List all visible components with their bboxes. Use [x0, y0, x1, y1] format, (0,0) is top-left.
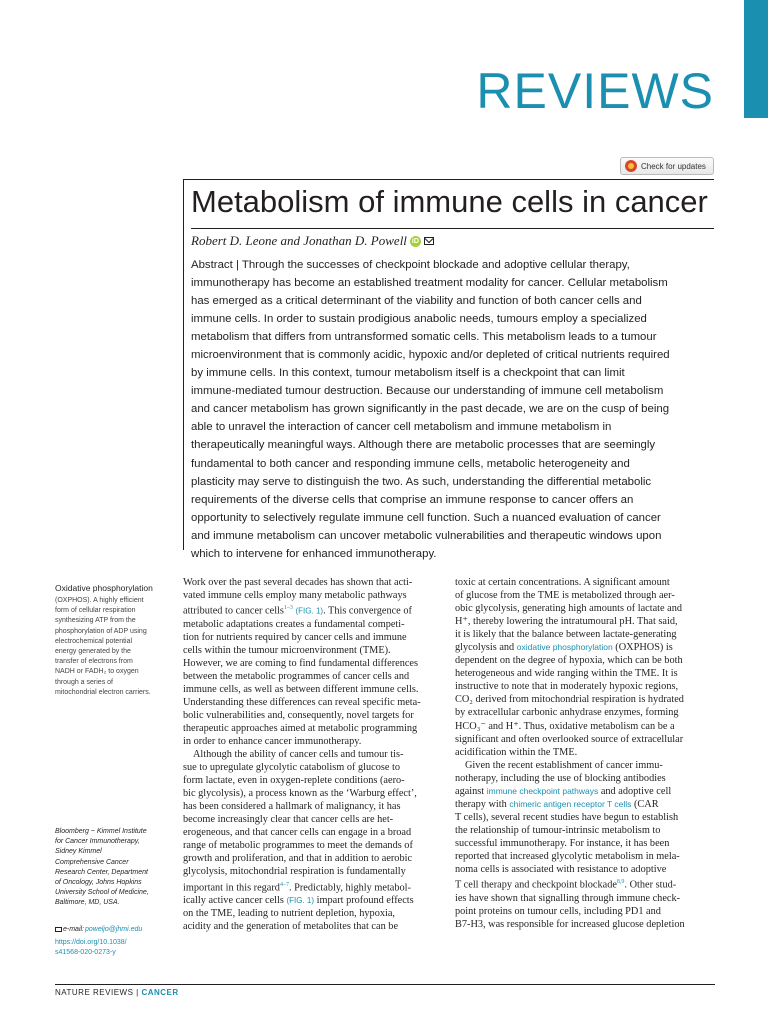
body-line: heterogeneous and wide ranging within the TME. It is: [455, 668, 678, 680]
affiliation-line: of Oncology, Johns Hopkins: [55, 879, 142, 887]
affiliation-line: Comprehensive Cancer: [55, 858, 129, 866]
body-line: notherapy, including the use of blocking antibodies: [455, 772, 666, 784]
orcid-icon[interactable]: iD: [411, 237, 419, 245]
affiliation-line: University School of Medicine,: [55, 889, 149, 897]
body-line: [455, 876, 715, 891]
body-line: B7-H3, was responsible for increased glucose depletion: [455, 918, 685, 930]
journal-section: CANCER: [141, 988, 179, 997]
body-line: it is likely that the balance between lactate-generating: [455, 629, 677, 641]
body-line: vated immune cells employ many metabolic pathways: [183, 590, 407, 602]
body-line: [183, 602, 443, 617]
article-title: Metabolism of immune cells in cancer: [191, 184, 708, 219]
body-line: acidity and the generation of metabolites that can be: [183, 921, 399, 933]
text: and adoptive cell: [598, 785, 672, 797]
figure-link[interactable]: (FIG. 1): [286, 895, 315, 905]
body-line: acidification within the TME.: [455, 746, 578, 758]
body-line: significant and often overlooked source of extracellular: [455, 733, 684, 745]
body-line: However, we are coming to find fundamental differences: [183, 657, 418, 669]
abstract-line: microenvironment that is commonly acidic, hypoxic and/or depleted of critical nutrients required: [191, 349, 670, 362]
body-line: ies have shown that signalling through immune check-: [455, 892, 681, 904]
abstract-line: immune-mediated tumour destruction. Because our understanding of immune cell metabolism: [191, 385, 664, 398]
glossary-link[interactable]: chimeric antigen receptor T cells: [509, 798, 632, 809]
glossary-line: NADH or FADH₂ to oxygen: [55, 668, 139, 676]
glossary-line: electrochemical potential: [55, 637, 133, 645]
body-line: point proteins on tumour cells, including PD1 and: [455, 905, 661, 917]
body-line: [455, 641, 715, 654]
text: against: [455, 785, 487, 797]
body-line: become increasingly clear that cancer cells are het-: [183, 814, 394, 826]
glossary-link[interactable]: immune checkpoint pathways: [486, 785, 599, 796]
glossary-link[interactable]: oxidative phosphorylation: [516, 642, 613, 653]
abstract-line: immune cells. In order to sustain prodigious anabolic needs, tumours employ a specialized: [191, 313, 647, 326]
affiliation-line: Baltimore, MD, USA.: [55, 899, 120, 907]
body-line: Although the ability of cancer cells and tumour tis-: [193, 749, 404, 761]
body-line: [455, 798, 715, 811]
body-line: toxic at certain concentrations. A significant amount: [455, 577, 670, 588]
body-line: range of metabolic programmes to meet the demands of: [183, 840, 413, 852]
journal-name: NATURE REVIEWS |: [55, 988, 142, 997]
check-for-updates-button[interactable]: [620, 157, 714, 175]
body-line: on the TME, leading to nutrient depletion, hypoxia,: [183, 908, 396, 920]
text: ically active cancer cells: [183, 894, 287, 906]
body-line: reported that increased glycolytic metabolism in mela-: [455, 850, 680, 862]
email-link[interactable]: poweljo@jhmi.edu: [85, 926, 143, 933]
body-line: form lactate, even in oxygen-replete conditions (aero-: [183, 775, 405, 787]
abstract-line: therapeutically meaningful ways. Although there are metabolic processes that are seemingly: [191, 439, 656, 452]
section-color-bar: [744, 0, 768, 118]
body-line: H⁺, thereby lowering the intratumoural pH. That said,: [455, 616, 678, 628]
body-line: CO₂ derived from mitochondrial respiration is hydrated: [455, 694, 684, 706]
glossary-term: Oxidative phosphorylation: [55, 583, 153, 593]
mail-icon[interactable]: [424, 237, 434, 245]
glossary-note: [55, 583, 175, 698]
glossary-line: mitochondrial electron carriers.: [55, 688, 151, 696]
title-top-rule: [183, 179, 714, 180]
doi-link[interactable]: [55, 938, 127, 958]
body-line: T cells), several recent studies have begun to establish: [455, 811, 679, 823]
text: (OXPHOS) is: [612, 642, 673, 654]
abstract-line: by immune cells. In this context, tumour metabolism itself is a checkpoint that can limit: [191, 367, 625, 380]
body-line: in order to enhance cancer immunotherapy.: [183, 735, 362, 747]
body-line: by extracellular carbonic anhydrase enzymes, forming: [455, 707, 679, 719]
abstract-line: fundamental to both cancer and responding immune cells, metabolic heterogeneity and: [191, 457, 630, 470]
text: . Other stud-: [624, 879, 677, 891]
body-line: between the metabolic programmes of cancer cells and: [183, 670, 410, 682]
abstract-line: immunotherapy has become an established treatment modality for cancer. Cellular metabolism: [191, 277, 668, 290]
body-line: cells within the tumour microenvironment (TME).: [183, 644, 391, 656]
body-line: dependent on the degree of hypoxia, which can be both: [455, 655, 683, 667]
text: impart profound effects: [314, 894, 414, 906]
check-for-updates-label: Check for updates: [641, 161, 706, 171]
text: attributed to cancer cells: [183, 605, 284, 617]
citation-link[interactable]: 1–3: [283, 605, 293, 612]
affiliation-line: for Cancer Immunotherapy,: [55, 838, 140, 846]
body-line: tion for nutrients required by cancer cells and immune: [183, 631, 407, 643]
text: . Predictably, highly metabol-: [288, 881, 411, 893]
body-line: has been considered a hallmark of malignancy, it has: [183, 801, 401, 813]
abstract-line: and immune metabolism can uncover metabolic vulnerabilities and therapeutic windows upon: [191, 529, 662, 542]
body-line: noma cells is associated with resistance to adoptive: [455, 864, 667, 876]
abstract-left-rule: [183, 179, 184, 550]
text: therapy with: [455, 798, 510, 810]
doi-line: s41568-020-0273-y: [55, 949, 116, 957]
envelope-icon: [55, 927, 62, 932]
body-line: the relationship of tumour-intrinsic metabolism to: [455, 824, 661, 836]
abstract-line: opportunity to selectively regulate immune cell function. Such a nuanced evaluation of cancer: [191, 511, 661, 524]
body-line: bolic vulnerabilities and, consequently, novel targets for: [183, 709, 414, 721]
body-line: [455, 785, 715, 798]
authors: Robert D. Leone and Jonathan D. Powell: [191, 233, 407, 248]
affiliation-line: Research Center, Department: [55, 868, 148, 876]
abstract-line: has emerged as a critical determinant of the viability and function of both cancer cells and: [191, 295, 642, 308]
affiliation-line: Sidney Kimmel: [55, 848, 102, 856]
affiliation: [55, 827, 179, 909]
abstract-line: able to unravel the interaction of cancer cell metabolism and immune metabolism in: [191, 421, 612, 434]
text: (CAR: [631, 798, 659, 810]
text: important in this regard: [183, 881, 280, 893]
figure-link[interactable]: (FIG. 1): [295, 606, 324, 616]
glossary-line: through a series of: [55, 678, 113, 686]
body-line: [183, 879, 443, 894]
crossmark-icon: [625, 160, 637, 172]
text: . This convergence of: [323, 605, 412, 617]
title-bottom-rule: [191, 228, 714, 229]
body-line: HCO₃⁻ and H⁺. Thus, oxidative metabolism can be a: [455, 720, 675, 732]
body-line: Understanding these differences can reveal specific meta-: [183, 696, 421, 708]
footer-rule: [55, 984, 715, 985]
abstract-line: requirements of the diverse cells that comprise an immune response to cancer offers an: [191, 493, 634, 506]
body-line: growth and proliferation, and that in addition to aerobic: [183, 853, 413, 865]
body-line: immune cells, as well as between different immune cells.: [183, 683, 419, 695]
abstract-line: metabolism that differs from untransformed somatic cells. This metabolism leads to a tumour: [191, 331, 657, 344]
email-line: [55, 926, 142, 933]
glossary-line: form of cellular respiration: [55, 607, 136, 615]
body-line: bic glycolysis), a process known as the ‘Warburg effect’,: [183, 788, 417, 800]
glossary-line: phosphorylation of ADP using: [55, 627, 147, 635]
citation-link[interactable]: 4–7: [279, 881, 289, 888]
citation-link[interactable]: 8,9: [616, 879, 625, 886]
body-column-2: [455, 576, 715, 931]
body-line: Work over the past several decades has shown that acti-: [183, 577, 413, 588]
glossary-line: (OXPHOS). A highly efficient: [55, 597, 144, 604]
body-line: instructive to note that in moderately hypoxic regions,: [455, 681, 679, 693]
abstract-line: which to intervene for enhanced immunotherapy.: [191, 547, 437, 560]
body-line: metabolic adaptations creates a fundamental competi-: [183, 618, 405, 630]
text: T cell therapy and checkpoint blockade: [455, 879, 617, 891]
body-line: successful immunotherapy. For instance, it has been: [455, 837, 670, 849]
abstract-line: Abstract | Through the successes of checkpoint blockade and adoptive cellular therapy,: [191, 259, 630, 271]
body-line: sue to upregulate glycolytic catabolism of glucose to: [183, 762, 401, 774]
body-line: glycolysis, mitochondrial respiration is fundamentally: [183, 866, 406, 878]
section-heading: REVIEWS: [476, 63, 714, 119]
glossary-line: energy generated by the: [55, 648, 131, 656]
body-line: [183, 894, 443, 907]
abstract-line: and cancer metabolism has grown significantly in the past decade, we are on the cusp of being: [191, 403, 670, 416]
glossary-definition: [55, 596, 175, 698]
glossary-line: transfer of electrons from: [55, 658, 133, 666]
page-footer: [55, 988, 179, 997]
abstract: [191, 256, 715, 563]
author-line: [191, 233, 434, 249]
body-line: erogeneous, and that cancer cells can engage in a broad: [183, 827, 412, 839]
doi-line: https://doi.org/10.1038/: [55, 939, 127, 946]
body-column-1: [183, 576, 443, 933]
body-line: of glucose from the TME is metabolized through aer-: [455, 590, 675, 602]
affiliation-line: Bloomberg ~ Kimmel Institute: [55, 828, 147, 835]
text: glycolysis and: [455, 642, 517, 654]
abstract-line: plasticity may serve to distinguish the two. As such, understanding the differential metabolic: [191, 475, 652, 488]
body-line: therapeutic approaches aimed at metabolic programming: [183, 722, 418, 734]
body-line: Given the recent establishment of cancer immu-: [465, 759, 663, 771]
email-label: e-mail:: [63, 926, 85, 933]
body-line: obic glycolysis, generating high amounts of lactate and: [455, 603, 683, 615]
glossary-line: synthesizing ATP from the: [55, 617, 136, 625]
